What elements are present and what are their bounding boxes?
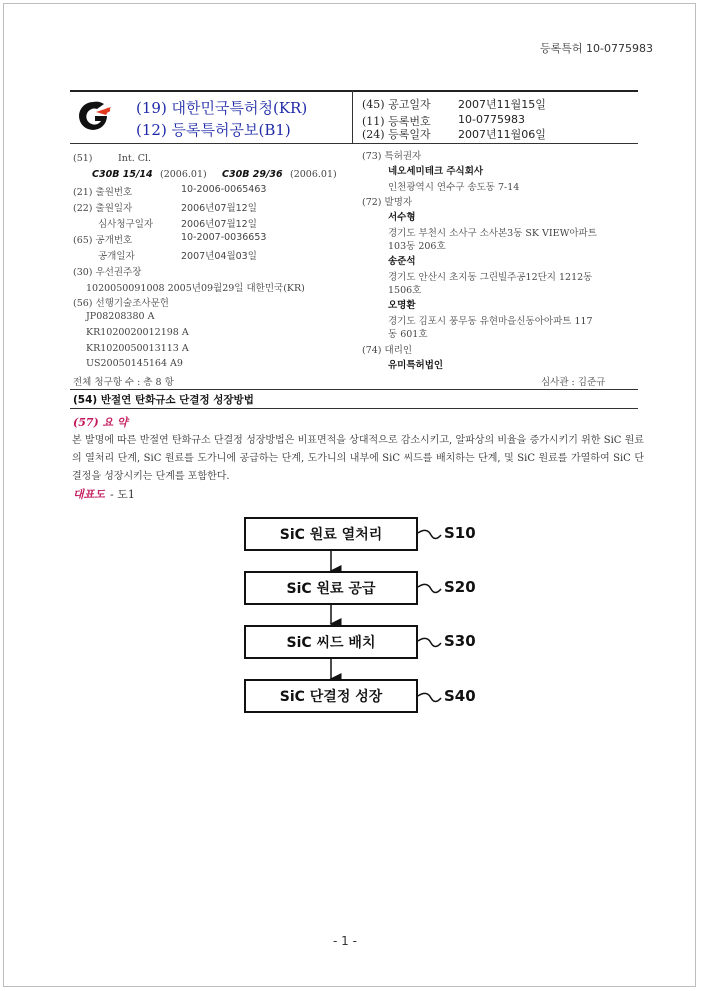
summary-heading: (57) 요 약 — [73, 416, 128, 429]
prior-art-4: US20050145164 A9 — [86, 358, 183, 369]
application-number-value: 10-2006-0065463 — [181, 184, 267, 195]
leader-s10 — [418, 530, 441, 538]
inventor-3-name: 오명환 — [388, 300, 416, 311]
leader-s20 — [418, 584, 441, 592]
examiner: 심사관 : 김준규 — [541, 377, 606, 388]
registration-date-label: (24) 등록일자 — [362, 128, 431, 141]
flow-box-s30: SiC 씨드 배치 — [244, 625, 418, 659]
registration-date-value: 2007년11월06일 — [458, 128, 546, 141]
agent-label: (74) 대리인 — [362, 345, 413, 356]
total-claims: 전체 청구항 수 : 총 8 항 — [73, 377, 174, 388]
filing-date-label: (22) 출원일자 — [73, 203, 133, 214]
exam-request-date-label: 심사청구일자 — [98, 219, 154, 230]
agent-name: 유미특허법인 — [388, 360, 444, 371]
step-label-s10: S10 — [444, 524, 476, 542]
publication-date-label: (45) 공고일자 — [362, 98, 431, 111]
int-cl-label: Int. Cl. — [118, 153, 152, 164]
office-name: (19) 대한민국특허청(KR) — [136, 99, 308, 117]
step-label-s20: S20 — [444, 578, 476, 596]
flow-box-s40: SiC 단결정 성장 — [244, 679, 418, 713]
inventor-3-address-2: 동 601호 — [388, 329, 428, 340]
priority-claim-label: (30) 우선권주장 — [73, 267, 142, 278]
ipc-code-1: C30B 15/14 — [92, 169, 153, 180]
leader-s40 — [418, 693, 441, 701]
document-number-header: 등록특허 10-0775983 — [540, 42, 653, 55]
flow-box-s20: SiC 원료 공급 — [244, 571, 418, 605]
flow-box-s10: SiC 원료 열처리 — [244, 517, 418, 551]
prior-art-2: KR1020020012198 A — [86, 327, 189, 338]
inventor-label: (72) 발명자 — [362, 197, 413, 208]
patentee-label: (73) 특허권자 — [362, 151, 422, 162]
ipc-version-2: (2006.01) — [290, 169, 337, 180]
inventor-1-address-1: 경기도 부천시 소사구 소사본3동 SK VIEW아파트 — [388, 228, 597, 239]
inventor-2-name: 송준석 — [388, 256, 416, 267]
abstract-text: 본 발명에 따른 반절연 탄화규소 단결정 성장방법은 비표면적을 상대적으로 감소시키고, 알파상의 비율을 증가시키기 위한 SiC 원료의 열처리 단계, SiC 원료를 도가니에 공급하는 단계, 도가니의 내부에 SiC 씨드를 배치하는 단계, 및 SiC 원료를 가열하여 SiC 단결정을 성장시키는 단계를 포함한다. — [72, 435, 644, 482]
priority-claim-value: 1020050091008 2005년09월29일 대한민국(KR) — [86, 283, 305, 294]
page-number: - 1 - — [333, 934, 357, 948]
representative-figure-title: 대표도 — [73, 488, 105, 501]
inventor-2-address-2: 1506호 — [388, 285, 422, 296]
laid-open-date-value: 2007년04월03일 — [181, 251, 257, 262]
prior-art-1: JP08208380 A — [86, 311, 155, 322]
inventor-2-address-1: 경기도 안산시 초지동 그린빌주공12단지 1212동 — [388, 272, 593, 283]
application-number-label: (21) 출원번호 — [73, 187, 133, 198]
inventor-3-address-1: 경기도 김포시 풍무동 유현마을신동아아파트 117 — [388, 316, 593, 327]
inventor-1-name: 서수형 — [388, 212, 416, 223]
representative-figure-ref: - 도1 — [109, 488, 135, 501]
publication-number-label: (65) 공개번호 — [73, 235, 133, 246]
registration-number-value: 10-0775983 — [458, 113, 525, 126]
exam-request-date-value: 2006년07월12일 — [181, 219, 257, 230]
filing-date-value: 2006년07월12일 — [181, 203, 257, 214]
ipc-code-2: C30B 29/36 — [222, 169, 283, 180]
laid-open-date-label: 공개일자 — [98, 251, 135, 262]
publication-number-value: 10-2007-0036653 — [181, 232, 267, 243]
step-label-s40: S40 — [444, 687, 476, 705]
prior-art-label: (56) 선행기술조사문헌 — [73, 298, 169, 309]
registration-number-label: (11) 등록번호 — [362, 115, 431, 128]
patentee-name: 네오세미테크 주식회사 — [388, 166, 484, 177]
ipc-version-1: (2006.01) — [160, 169, 207, 180]
field-51-label: (51) — [73, 153, 93, 164]
patentee-address: 인천광역시 연수구 송도동 7-14 — [388, 182, 520, 193]
inventor-1-address-2: 103동 206호 — [388, 241, 446, 252]
invention-title: (54) 반절연 탄화규소 단결정 성장방법 — [73, 394, 254, 406]
publication-date-value: 2007년11월15일 — [458, 98, 546, 111]
step-label-s30: S30 — [444, 632, 476, 650]
leader-s30 — [418, 638, 441, 646]
prior-art-3: KR1020050013113 A — [86, 343, 189, 354]
publication-type: (12) 등록특허공보(B1) — [136, 121, 291, 139]
